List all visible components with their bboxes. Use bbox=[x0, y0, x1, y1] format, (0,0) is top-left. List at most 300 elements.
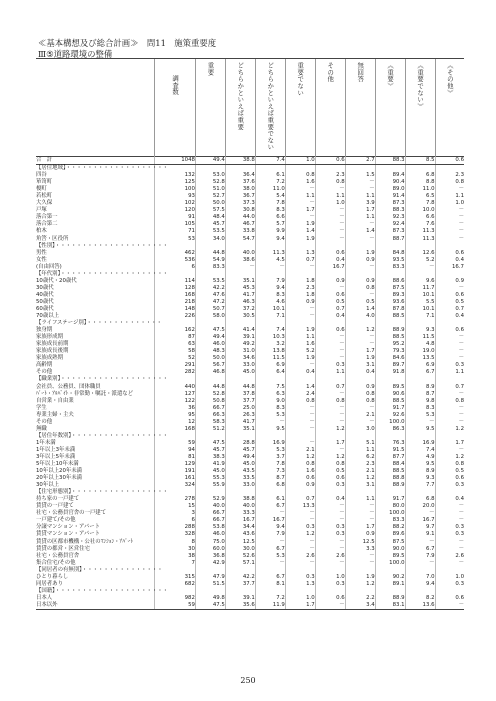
value-cell: 8.3 bbox=[405, 405, 435, 412]
value-cell: － bbox=[435, 334, 464, 341]
value-cell: 39.1 bbox=[225, 595, 255, 602]
value-cell: 1.9 bbox=[285, 221, 315, 228]
value-cell: 93 bbox=[155, 193, 196, 200]
value-cell: 0.8 bbox=[435, 179, 464, 186]
value-cell: － bbox=[285, 546, 315, 553]
value-cell bbox=[315, 376, 345, 383]
value-cell: 2.6 bbox=[435, 553, 464, 560]
value-cell: 9.3 bbox=[405, 327, 435, 334]
value-cell bbox=[315, 588, 345, 595]
value-cell: 57.1 bbox=[225, 560, 255, 567]
value-cell: 0.6 bbox=[315, 157, 345, 165]
value-cell: 86.3 bbox=[375, 426, 405, 433]
value-cell: 88.5 bbox=[375, 313, 405, 320]
value-cell: 0.8 bbox=[435, 461, 464, 468]
value-cell: 0.8 bbox=[315, 461, 345, 468]
value-cell: 0.6 bbox=[285, 475, 315, 482]
value-cell: 0.5 bbox=[315, 299, 345, 306]
value-cell: 536 bbox=[155, 257, 196, 264]
value-cell: 1.0 bbox=[435, 574, 464, 581]
value-cell: 3.0 bbox=[345, 426, 375, 433]
value-cell: 3.2 bbox=[255, 341, 285, 348]
value-cell bbox=[225, 588, 255, 595]
value-cell: 1.1 bbox=[285, 334, 315, 341]
value-cell: 6 bbox=[155, 517, 196, 524]
value-cell: 0.4 bbox=[315, 257, 345, 264]
value-cell bbox=[225, 271, 255, 278]
value-cell: 1.8 bbox=[285, 278, 315, 285]
table-row bbox=[36, 447, 464, 454]
value-cell: 9.4 bbox=[255, 236, 285, 243]
value-cell: － bbox=[405, 510, 435, 517]
value-cell: 5.7 bbox=[255, 221, 285, 228]
row-label: 社宅・公務員官舎 bbox=[36, 552, 80, 559]
row-label: 会社員、公務員、団体職員 bbox=[36, 383, 101, 390]
value-cell: 39.1 bbox=[225, 334, 255, 341]
value-cell: － bbox=[345, 236, 375, 243]
value-cell: 30.0 bbox=[225, 546, 255, 553]
value-cell: 7.9 bbox=[405, 553, 435, 560]
value-cell: － bbox=[315, 412, 345, 419]
value-cell: － bbox=[315, 602, 345, 610]
row-label: 10歳代・20歳代 bbox=[36, 277, 77, 284]
value-cell: 89.5 bbox=[375, 553, 405, 560]
value-cell: － bbox=[435, 510, 464, 517]
value-cell bbox=[315, 243, 345, 250]
value-cell: 13.3 bbox=[285, 503, 315, 510]
value-cell: 38.6 bbox=[225, 257, 255, 264]
value-cell: 45.0 bbox=[225, 369, 255, 376]
value-cell: 76.3 bbox=[375, 440, 405, 447]
value-cell: 282 bbox=[155, 369, 196, 376]
value-cell: 0.7 bbox=[285, 496, 315, 503]
value-cell: 1.4 bbox=[345, 306, 375, 313]
column-header: 《重要でない》 bbox=[405, 59, 435, 157]
value-cell: 120 bbox=[155, 207, 196, 214]
value-cell: 9.4 bbox=[405, 581, 435, 588]
row-label: 【ライフステージ別】・・・・・・・・・・・・・・ bbox=[36, 320, 162, 327]
value-cell: 2.6 bbox=[285, 553, 315, 560]
table-row bbox=[36, 531, 464, 538]
value-cell: 982 bbox=[155, 595, 196, 602]
value-cell: 12.5 bbox=[345, 539, 375, 546]
value-cell: － bbox=[285, 306, 315, 313]
value-cell: － bbox=[435, 207, 464, 214]
value-cell: 87.3 bbox=[375, 200, 405, 207]
value-cell: 161 bbox=[155, 475, 196, 482]
value-cell: 6.9 bbox=[255, 362, 285, 369]
value-cell: 128 bbox=[155, 285, 196, 292]
table-row bbox=[36, 391, 464, 398]
value-cell: － bbox=[435, 412, 464, 419]
value-cell: 44.8 bbox=[225, 384, 255, 391]
table-row bbox=[36, 292, 464, 299]
group-header-row bbox=[36, 567, 464, 574]
value-cell: 37.2 bbox=[225, 306, 255, 313]
column-header: どちらかといえば重要 bbox=[225, 59, 255, 157]
value-cell: 2.3 bbox=[285, 285, 315, 292]
value-cell: 1.0 bbox=[315, 200, 345, 207]
value-cell: 114 bbox=[155, 278, 196, 285]
value-cell: 2.6 bbox=[315, 553, 345, 560]
value-cell: 8.7 bbox=[255, 475, 285, 482]
value-cell: 36.8 bbox=[195, 553, 225, 560]
column-header: その他 bbox=[315, 59, 345, 157]
group-header-row bbox=[36, 376, 464, 383]
row-label: 賃貸の区都市機構・公社のﾏﾝｼｮﾝ・ｱﾊﾟｰﾄ bbox=[36, 538, 134, 545]
value-cell: － bbox=[345, 503, 375, 510]
value-cell: 462 bbox=[155, 250, 196, 257]
value-cell: － bbox=[435, 214, 464, 221]
value-cell: 0.6 bbox=[315, 327, 345, 334]
row-label: 集合住宅/その他 bbox=[36, 559, 76, 566]
value-cell bbox=[435, 588, 464, 595]
table-row bbox=[36, 362, 464, 369]
value-cell: 1048 bbox=[155, 157, 196, 165]
value-cell: － bbox=[285, 419, 315, 426]
value-cell bbox=[345, 567, 375, 574]
value-cell: 51.5 bbox=[195, 581, 225, 588]
value-cell: 0.3 bbox=[435, 362, 464, 369]
value-cell bbox=[255, 433, 285, 440]
value-cell: 8 bbox=[155, 539, 196, 546]
value-cell: － bbox=[255, 419, 285, 426]
value-cell: － bbox=[435, 602, 464, 610]
value-cell: 46.7 bbox=[225, 221, 255, 228]
value-cell: 0.6 bbox=[315, 595, 345, 602]
value-cell: － bbox=[315, 355, 345, 362]
value-cell: 42.2 bbox=[225, 574, 255, 581]
value-cell: 1.1 bbox=[345, 214, 375, 221]
value-cell: 37.8 bbox=[225, 391, 255, 398]
value-cell: 291 bbox=[155, 362, 196, 369]
value-cell bbox=[255, 243, 285, 250]
value-cell: － bbox=[345, 264, 375, 271]
value-cell: 88.6 bbox=[375, 278, 405, 285]
value-cell: 0.3 bbox=[435, 482, 464, 489]
value-cell: 36.4 bbox=[225, 172, 255, 179]
row-label: 角筈・区役所 bbox=[36, 235, 69, 242]
value-cell: 0.4 bbox=[345, 369, 375, 376]
value-cell: － bbox=[435, 221, 464, 228]
value-cell bbox=[405, 433, 435, 440]
value-cell: 11.3 bbox=[255, 250, 285, 257]
value-cell: 34.6 bbox=[225, 355, 255, 362]
value-cell: 2.3 bbox=[315, 172, 345, 179]
table-row bbox=[36, 581, 464, 588]
value-cell: 1.7 bbox=[315, 440, 345, 447]
value-cell: 8.3 bbox=[255, 405, 285, 412]
value-cell: 40.0 bbox=[195, 503, 225, 510]
value-cell: － bbox=[435, 503, 464, 510]
value-cell bbox=[255, 376, 285, 383]
value-cell: 7.2 bbox=[255, 179, 285, 186]
value-cell: 8.5 bbox=[405, 157, 435, 165]
value-cell: 2.7 bbox=[345, 157, 375, 165]
value-cell: 1.7 bbox=[345, 207, 375, 214]
value-cell: 88.5 bbox=[375, 398, 405, 405]
row-label: ひとり暮らし bbox=[36, 573, 69, 580]
value-cell: 0.7 bbox=[285, 257, 315, 264]
value-cell bbox=[195, 271, 225, 278]
value-cell: 2.3 bbox=[435, 172, 464, 179]
value-cell: － bbox=[285, 412, 315, 419]
value-cell bbox=[375, 376, 405, 383]
value-cell: 87.7 bbox=[375, 454, 405, 461]
value-cell: － bbox=[345, 179, 375, 186]
value-cell: 0.7 bbox=[315, 384, 345, 391]
value-cell: 66.3 bbox=[195, 412, 225, 419]
row-label: 学生 bbox=[36, 404, 47, 411]
value-cell: － bbox=[255, 539, 285, 546]
table-row bbox=[36, 546, 464, 553]
value-cell: － bbox=[285, 214, 315, 221]
value-cell: 40.0 bbox=[225, 503, 255, 510]
value-cell: 36 bbox=[155, 405, 196, 412]
value-cell: 59 bbox=[155, 602, 196, 610]
value-cell: － bbox=[285, 186, 315, 193]
row-label: 日本以外 bbox=[36, 602, 155, 610]
value-cell: 6.1 bbox=[255, 496, 285, 503]
row-label: 【居住年数別】・・・・・・・・・・・・・・・・・・ bbox=[36, 432, 169, 439]
row-label: 一戸建て/その他 bbox=[36, 517, 76, 524]
value-cell: 10.1 bbox=[405, 306, 435, 313]
value-cell: 10.3 bbox=[255, 334, 285, 341]
value-cell: 7.4 bbox=[255, 327, 285, 334]
table-row bbox=[36, 341, 464, 348]
value-cell: 45.7 bbox=[195, 447, 225, 454]
table-row bbox=[36, 412, 464, 419]
value-cell: 0.3 bbox=[435, 531, 464, 538]
value-cell: 129 bbox=[155, 461, 196, 468]
value-cell: 12.5 bbox=[225, 539, 255, 546]
value-cell bbox=[225, 489, 255, 496]
table-row bbox=[36, 327, 464, 334]
value-cell: － bbox=[285, 313, 315, 320]
value-cell: 5.3 bbox=[255, 412, 285, 419]
value-cell: 46.0 bbox=[195, 341, 225, 348]
value-cell: － bbox=[285, 440, 315, 447]
value-cell: － bbox=[315, 546, 345, 553]
value-cell: 95.2 bbox=[375, 341, 405, 348]
value-cell: 1.2 bbox=[435, 454, 464, 461]
value-cell: － bbox=[315, 228, 345, 235]
value-cell bbox=[315, 489, 345, 496]
value-cell: 1.9 bbox=[285, 355, 315, 362]
value-cell bbox=[405, 567, 435, 574]
value-cell: 55.3 bbox=[195, 475, 225, 482]
value-cell bbox=[315, 320, 345, 327]
row-label: 女性 bbox=[36, 256, 47, 263]
value-cell: 0.3 bbox=[315, 581, 345, 588]
group-header-row bbox=[36, 165, 464, 173]
value-cell: － bbox=[345, 517, 375, 524]
value-cell: 7.1 bbox=[255, 313, 285, 320]
value-cell: 682 bbox=[155, 581, 196, 588]
value-cell: 278 bbox=[155, 496, 196, 503]
value-cell: 41.9 bbox=[195, 461, 225, 468]
value-cell bbox=[405, 243, 435, 250]
value-cell: 0.4 bbox=[315, 313, 345, 320]
value-cell bbox=[435, 271, 464, 278]
value-cell: 8.9 bbox=[405, 384, 435, 391]
value-cell: 10.0 bbox=[405, 207, 435, 214]
value-cell: 0.9 bbox=[345, 531, 375, 538]
value-cell: 4.0 bbox=[345, 313, 375, 320]
value-cell: 6.7 bbox=[255, 503, 285, 510]
value-cell: 7.9 bbox=[255, 531, 285, 538]
value-cell: 9.0 bbox=[255, 398, 285, 405]
value-cell: 81 bbox=[155, 454, 196, 461]
table-row bbox=[36, 157, 464, 165]
row-label: 男性 bbox=[36, 249, 47, 256]
value-cell: － bbox=[315, 503, 345, 510]
value-cell: 6.7 bbox=[255, 574, 285, 581]
value-cell: 7.3 bbox=[255, 468, 285, 475]
value-cell: 84.6 bbox=[375, 355, 405, 362]
row-label: 60歳代 bbox=[36, 305, 54, 312]
value-cell: 80.0 bbox=[375, 503, 405, 510]
value-cell: 53.8 bbox=[195, 524, 225, 531]
value-cell bbox=[225, 165, 255, 173]
value-cell: 87 bbox=[155, 334, 196, 341]
value-cell bbox=[255, 567, 285, 574]
value-cell: 33.5 bbox=[225, 475, 255, 482]
value-cell bbox=[195, 320, 225, 327]
value-cell: 1.1 bbox=[435, 369, 464, 376]
value-cell: 13.5 bbox=[405, 355, 435, 362]
value-cell: 53.0 bbox=[195, 172, 225, 179]
value-cell: 1.9 bbox=[345, 574, 375, 581]
value-cell: 38.3 bbox=[195, 454, 225, 461]
row-label: 10年以上20年未満 bbox=[36, 468, 83, 475]
value-cell: 1.2 bbox=[345, 327, 375, 334]
value-cell: 5.4 bbox=[255, 193, 285, 200]
value-cell bbox=[285, 588, 315, 595]
value-cell: 0.6 bbox=[435, 292, 464, 299]
value-cell: 218 bbox=[155, 299, 196, 306]
value-cell: 1.2 bbox=[345, 581, 375, 588]
value-cell: 91.8 bbox=[375, 369, 405, 376]
value-cell: 122 bbox=[155, 398, 196, 405]
column-header: 調査数 bbox=[155, 59, 196, 157]
value-cell bbox=[435, 320, 464, 327]
value-cell: 7.7 bbox=[405, 482, 435, 489]
value-cell: 33.0 bbox=[225, 482, 255, 489]
value-cell: 1.2 bbox=[345, 475, 375, 482]
value-cell: 226 bbox=[155, 313, 196, 320]
value-cell: 83.1 bbox=[375, 602, 405, 610]
value-cell: 47.5 bbox=[195, 440, 225, 447]
value-cell bbox=[255, 165, 285, 173]
value-cell: 46.0 bbox=[195, 531, 225, 538]
value-cell: － bbox=[285, 362, 315, 369]
value-cell: 0.3 bbox=[315, 531, 345, 538]
value-cell: － bbox=[255, 510, 285, 517]
value-cell: 51.0 bbox=[195, 186, 225, 193]
row-label: その他 bbox=[36, 418, 53, 425]
value-cell: 9.4 bbox=[255, 524, 285, 531]
table-row bbox=[36, 257, 464, 264]
value-cell: 8.7 bbox=[405, 391, 435, 398]
value-cell: 6.1 bbox=[255, 172, 285, 179]
value-cell: 1.1 bbox=[285, 193, 315, 200]
value-cell: 0.8 bbox=[315, 179, 345, 186]
value-cell: 43.6 bbox=[225, 531, 255, 538]
value-cell: 9.5 bbox=[255, 426, 285, 433]
value-cell: 8.1 bbox=[255, 581, 285, 588]
value-cell: 16.7 bbox=[255, 517, 285, 524]
value-cell: 16.9 bbox=[255, 440, 285, 447]
value-cell: 47.2 bbox=[195, 299, 225, 306]
value-cell bbox=[345, 165, 375, 173]
column-header: 重要でない bbox=[285, 59, 315, 157]
value-cell: 5.2 bbox=[405, 257, 435, 264]
value-cell: 4.5 bbox=[255, 257, 285, 264]
value-cell: 91.7 bbox=[375, 405, 405, 412]
value-cell bbox=[255, 320, 285, 327]
value-cell: 2.3 bbox=[345, 461, 375, 468]
value-cell: 60.0 bbox=[195, 546, 225, 553]
value-cell: 47.5 bbox=[195, 327, 225, 334]
value-cell bbox=[345, 376, 375, 383]
value-cell bbox=[195, 567, 225, 574]
value-cell bbox=[195, 376, 225, 383]
value-cell: 0.3 bbox=[285, 524, 315, 531]
value-cell: 89.4 bbox=[375, 172, 405, 179]
value-cell: 105 bbox=[155, 221, 196, 228]
value-cell bbox=[225, 567, 255, 574]
value-cell bbox=[375, 320, 405, 327]
table-row bbox=[36, 517, 464, 524]
value-cell: 19.0 bbox=[405, 348, 435, 355]
value-cell: 3.9 bbox=[345, 200, 375, 207]
value-cell: － bbox=[435, 447, 464, 454]
value-cell: 44.0 bbox=[225, 214, 255, 221]
value-cell: 125 bbox=[155, 179, 196, 186]
table-row bbox=[36, 348, 464, 355]
row-label: 四谷 bbox=[36, 172, 47, 179]
value-cell: 37.6 bbox=[225, 179, 255, 186]
value-cell: 6.7 bbox=[405, 369, 435, 376]
value-cell: 0.6 bbox=[435, 475, 464, 482]
value-cell: 4.8 bbox=[405, 341, 435, 348]
value-cell: 54.9 bbox=[195, 257, 225, 264]
value-cell: 16.7 bbox=[405, 517, 435, 524]
value-cell: － bbox=[345, 560, 375, 567]
value-cell bbox=[195, 165, 225, 173]
row-label: 落合第一 bbox=[36, 214, 58, 221]
value-cell: 89.5 bbox=[375, 384, 405, 391]
value-cell bbox=[345, 243, 375, 250]
value-cell: 53 bbox=[155, 236, 196, 243]
value-cell: 6.2 bbox=[345, 454, 375, 461]
value-cell: 1.2 bbox=[285, 454, 315, 461]
value-cell: － bbox=[405, 419, 435, 426]
value-cell: 45.0 bbox=[195, 468, 225, 475]
value-cell: 49.2 bbox=[225, 341, 255, 348]
value-cell bbox=[435, 433, 464, 440]
value-cell bbox=[375, 567, 405, 574]
value-cell: － bbox=[255, 264, 285, 271]
value-cell: － bbox=[315, 214, 345, 221]
value-cell: 0.8 bbox=[285, 398, 315, 405]
row-label: 5年以上10年未満 bbox=[36, 461, 79, 468]
value-cell: － bbox=[285, 539, 315, 546]
table-row bbox=[36, 207, 464, 214]
value-cell: 93.6 bbox=[375, 299, 405, 306]
column-header: 無回答 bbox=[345, 59, 375, 157]
